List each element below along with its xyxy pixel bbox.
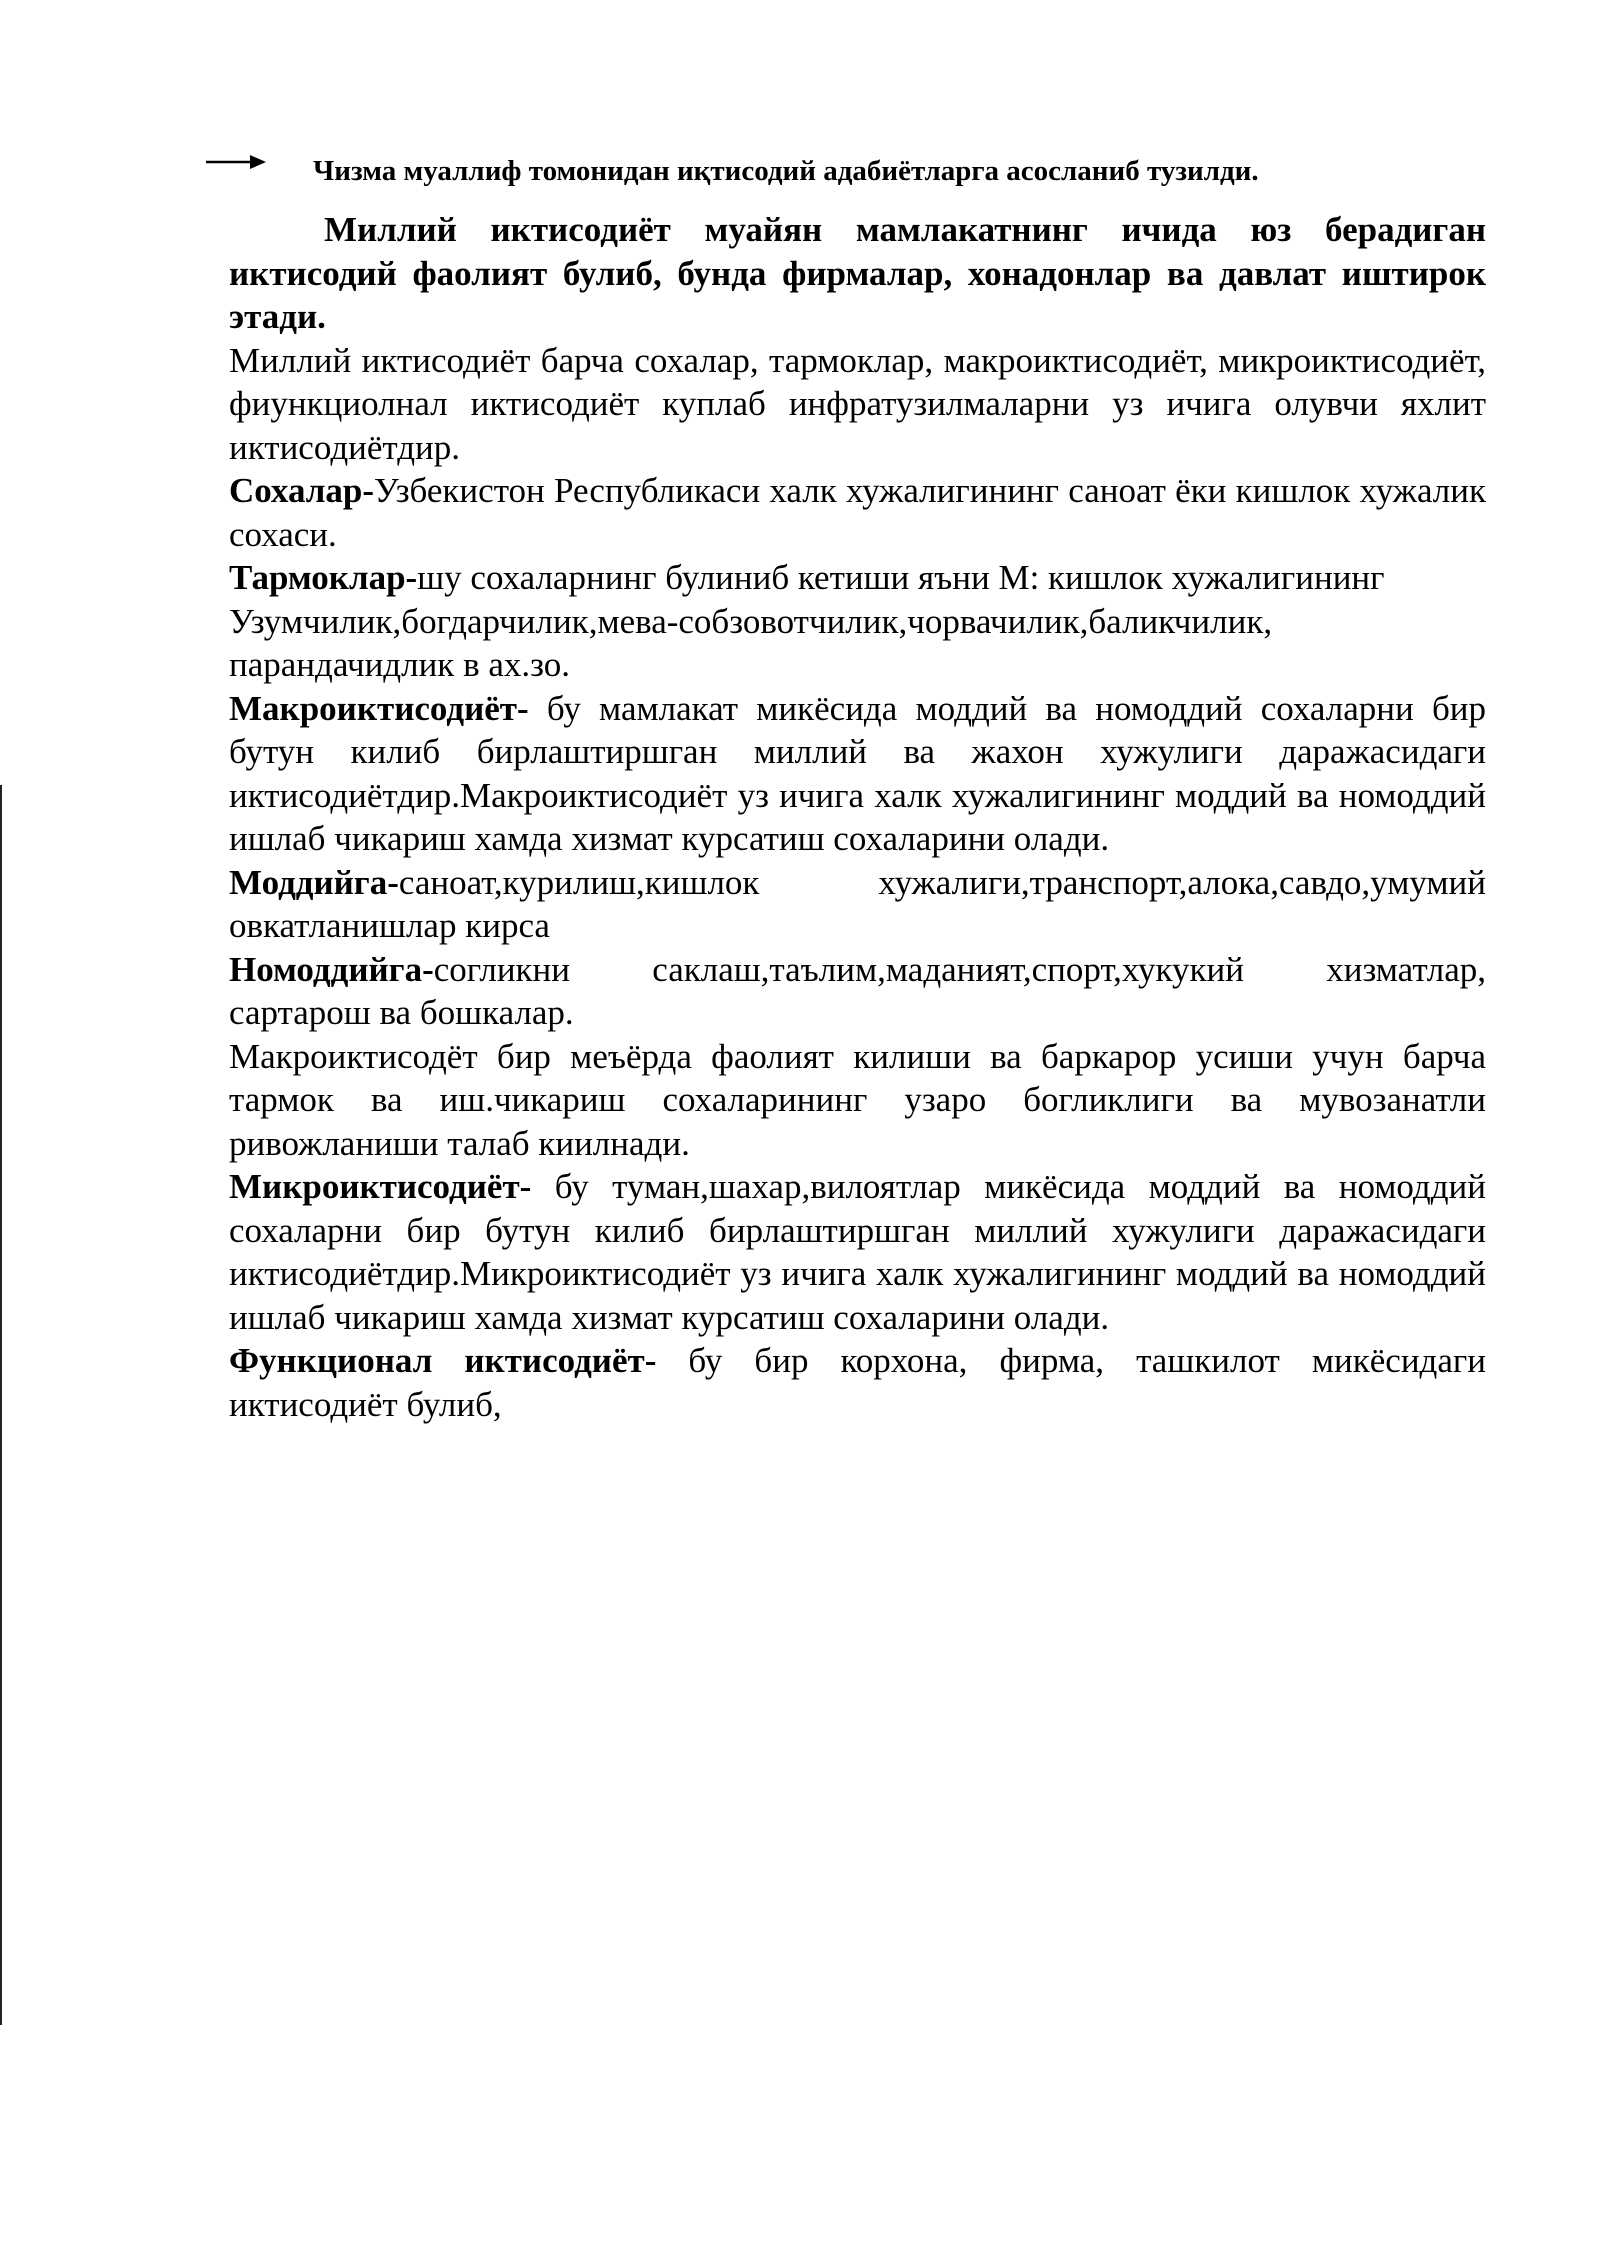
paragraph-macroeconomics	[229, 687, 1486, 861]
paragraph-microeconomics	[229, 1165, 1486, 1339]
term-microeconomics: Микроиктисодиёт-	[229, 1167, 532, 1206]
paragraph-text: бу бир корхона, фирма, ташкилот микёсидаги иктисодиёт булиб,	[229, 1341, 1486, 1424]
intro-paragraph: Миллий иктисодиёт муайян мамлакатнинг ичида юз берадиган иктисодий фаолият булиб, бунда фирмалар, хонадонлар ва давлат иштирок этади.	[229, 210, 1486, 336]
term-macroeconomics: Макроиктисодиёт-	[229, 688, 529, 728]
paragraph-branches	[229, 556, 1486, 600]
term-functional-economy: Функционал иктисодиёт-	[229, 1341, 657, 1380]
paragraph-sectors	[229, 469, 1486, 556]
paragraph-macro-growth	[229, 1035, 1486, 1166]
paragraph-material	[229, 861, 1486, 948]
paragraph-text: шу сохаларнинг булиниб кетиши яъни М: кишлок хужалигининг	[417, 558, 1385, 597]
right-arrow-icon	[206, 150, 266, 174]
paragraph-national-economy	[229, 339, 1486, 470]
term-material: Моддийга-	[229, 862, 399, 902]
paragraph-non-material	[229, 948, 1486, 1035]
term-non-material: Номоддийга-	[229, 949, 434, 989]
paragraph-text: Миллий иктисодиёт барча сохалар, тармоклар, макроиктисодиёт, микроиктисодиёт, фиункциолнал иктисодиёт куплаб инфратузилмаларни уз ичига олувчи яхлит иктисодиётдир.	[229, 340, 1486, 467]
paragraph-functional-economy	[229, 1339, 1486, 1426]
paragraph-text: саноат,курилиш,кишлок хужалиги,транспорт,алока,савдо,умумий овкатланишлар кирса	[229, 862, 1486, 945]
paragraph-text: бу мамлакат микёсида моддий ва номоддий сохаларни бир бутун килиб бирлаштиршган миллий ва жахон хужулиги даражасидаги иктисодиётдир.Макроиктисодиёт уз ичига халк хужалигининг моддий ва номоддий ишлаб чикариш хамда хизмат курсатиш сохаларини олади.	[229, 688, 1486, 858]
paragraph-text: Узумчилик,богдарчилик,мева-собзовотчилик,чорвачилик,баликчилик, парандачидлик в ах.зо.	[229, 601, 1273, 684]
paragraph-text: бу туман,шахар,вилоятлар микёсида моддий ва номоддий сохаларни бир бутун килиб бирлаштиршган миллий хужулиги даражасидаги иктисодиётдир.Микроиктисодиёт уз ичига халк хужалигининг моддий ва номоддий ишлаб чикариш хамда хизмат курсатиш сохаларини олади.	[229, 1167, 1486, 1337]
left-margin-line	[0, 785, 2, 2025]
paragraph-text: Макроиктисодёт бир меъёрда фаолият килиши ва баркарор усиши учун барча тармок ва иш.чикариш сохаларининг узаро богликлиги ва мувозанатли ривожланиши талаб киилнади.	[229, 1036, 1486, 1163]
document-body	[229, 208, 1486, 1426]
term-sectors: Сохалар-	[229, 471, 375, 510]
figure-caption: Чизма муаллиф томонидан иқтисодий адабиётларга асосланиб тузилди.	[313, 155, 1259, 187]
paragraph-text: согликни саклаш,таълим,маданият,спорт,хукукий хизматлар, сартарош ва бошкалар.	[229, 949, 1486, 1032]
term-branches: Тармоклар-	[229, 558, 418, 597]
paragraph-agriculture-list	[229, 600, 1486, 687]
paragraph-text: Узбекистон Республикаси халк хужалигининг саноат ёки кишлок хужалик сохаси.	[229, 471, 1486, 554]
